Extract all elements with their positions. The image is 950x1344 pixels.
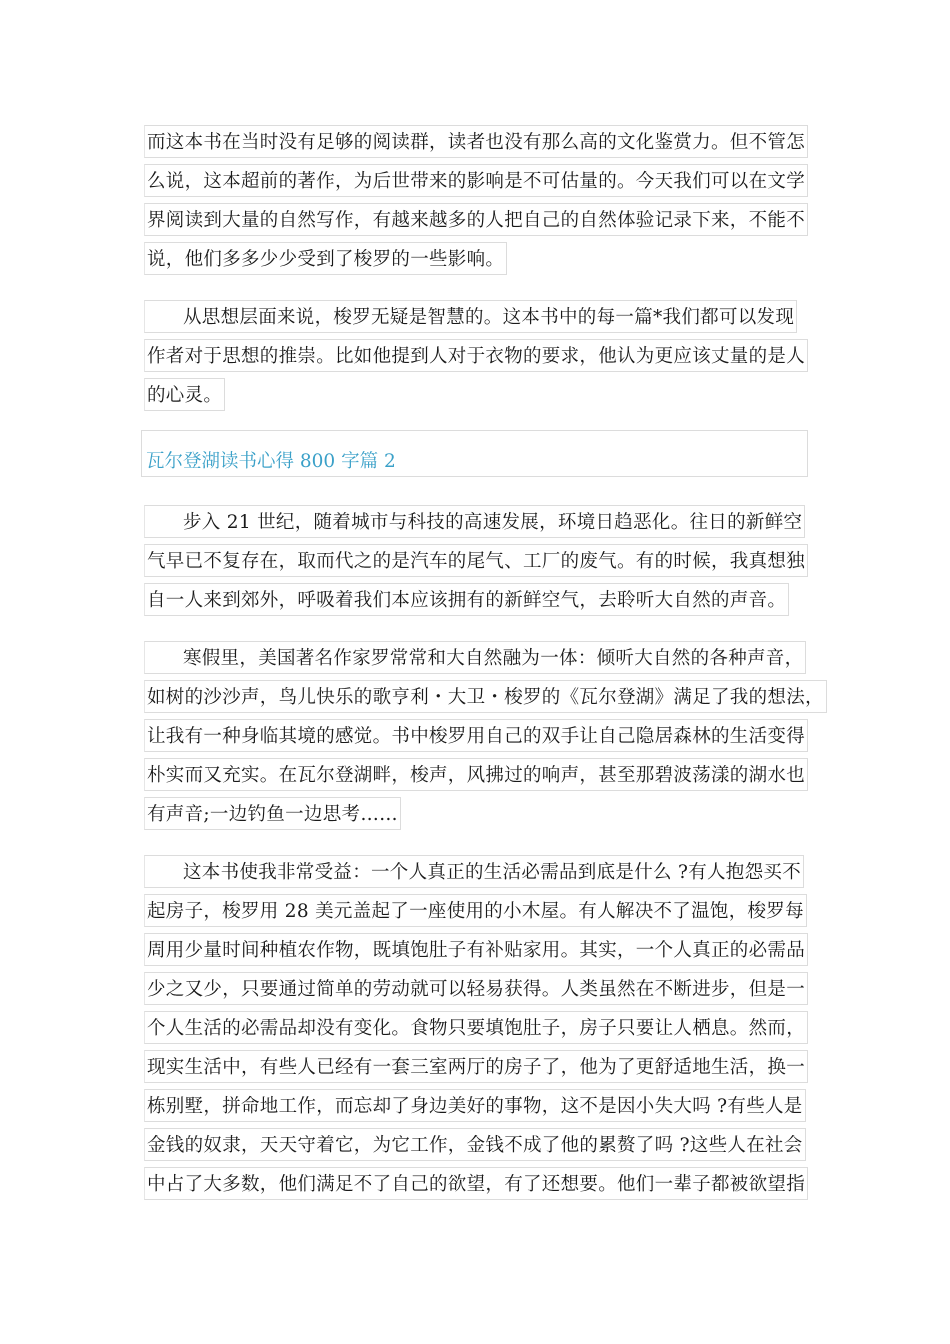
paragraph-3 xyxy=(144,502,808,619)
text-line: 有声音;一边钓鱼一边思考…… xyxy=(144,797,401,830)
text-line: 从思想层面来说，梭罗无疑是智慧的。这本书中的每一篇*我们都可以发现 xyxy=(144,300,797,333)
text-line: 让我有一种身临其境的感觉。书中梭罗用自己的双手让自己隐居森林的生活变得 xyxy=(144,719,808,752)
text-line: 少之又少，只要通过简单的劳动就可以轻易获得。人类虽然在不断进步，但是一 xyxy=(144,972,808,1005)
section-heading xyxy=(141,430,808,477)
paragraph-5 xyxy=(144,852,808,1203)
section-heading-text: 瓦尔登湖读书心得 800 字篇 2 xyxy=(146,451,396,472)
text-line: 气早已不复存在，取而代之的是汽车的尾气、工厂的废气。有的时候，我真想独 xyxy=(144,544,808,577)
text-line: 栋别墅，拼命地工作，而忘却了身边美好的事物，这不是因小失大吗 ?有些人是 xyxy=(144,1089,806,1122)
paragraph-4 xyxy=(144,638,827,833)
text-line: 个人生活的必需品却没有变化。食物只要填饱肚子，房子只要让人栖息。然而， xyxy=(144,1011,808,1044)
text-line: 如树的沙沙声，鸟儿快乐的歌亨利・大卫・梭罗的《瓦尔登湖》满足了我的想法， xyxy=(144,680,827,713)
text-line: 中占了大多数，他们满足不了自己的欲望，有了还想要。他们一辈子都被欲望指 xyxy=(144,1167,808,1200)
paragraph-1 xyxy=(144,122,808,278)
text-line: 步入 21 世纪，随着城市与科技的高速发展，环境日趋恶化。往日的新鲜空 xyxy=(144,505,805,538)
text-line: 这本书使我非常受益：一个人真正的生活必需品到底是什么 ?有人抱怨买不 xyxy=(144,855,804,888)
text-line: 而这本书在当时没有足够的阅读群，读者也没有那么高的文化鉴赏力。但不管怎 xyxy=(144,125,808,158)
text-line: 界阅读到大量的自然写作，有越来越多的人把自己的自然体验记录下来，不能不 xyxy=(144,203,808,236)
text-line: 朴实而又充实。在瓦尔登湖畔，梭声，风拂过的响声，甚至那碧波荡漾的湖水也 xyxy=(144,758,808,791)
text-line: 么说，这本超前的著作，为后世带来的影响是不可估量的。今天我们可以在文学 xyxy=(144,164,808,197)
text-line: 的心灵。 xyxy=(144,378,225,411)
text-line: 现实生活中，有些人已经有一套三室两厅的房子了，他为了更舒适地生活，换一 xyxy=(144,1050,808,1083)
text-line: 金钱的奴隶，天天守着它，为它工作，金钱不成了他的累赘了吗 ?这些人在社会 xyxy=(144,1128,806,1161)
text-line: 周用少量时间种植农作物，既填饱肚子有补贴家用。其实，一个人真正的必需品 xyxy=(144,933,808,966)
text-line: 起房子，梭罗用 28 美元盖起了一座使用的小木屋。有人解决不了温饱，梭罗每 xyxy=(144,894,807,927)
paragraph-2 xyxy=(144,297,808,414)
text-line: 作者对于思想的推崇。比如他提到人对于衣物的要求，他认为更应该丈量的是人 xyxy=(144,339,808,372)
text-line: 自一人来到郊外，呼吸着我们本应该拥有的新鲜空气，去聆听大自然的声音。 xyxy=(144,583,789,616)
text-line: 寒假里，美国著名作家罗常常和大自然融为一体：倾听大自然的各种声音， xyxy=(144,641,806,674)
text-line: 说，他们多多少少受到了梭罗的一些影响。 xyxy=(144,242,507,275)
